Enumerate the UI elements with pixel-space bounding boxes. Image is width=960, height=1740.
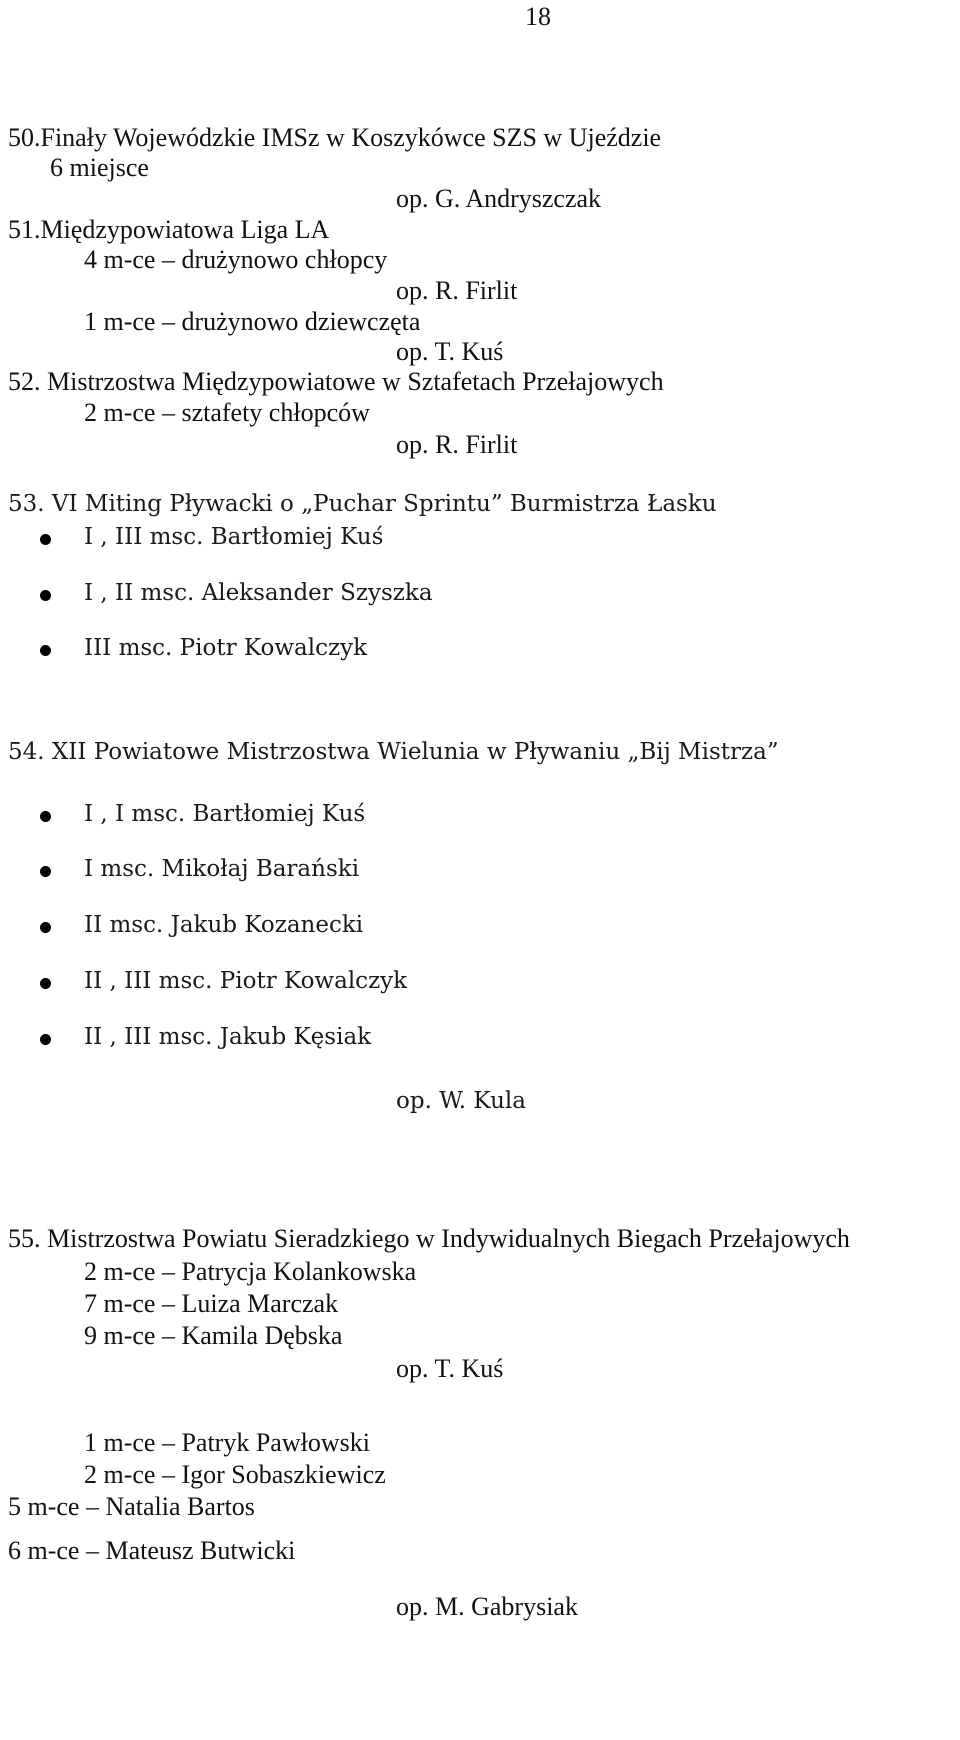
bullet-icon — [40, 978, 51, 989]
list-item: I , III msc. Bartłomiej Kuś — [84, 524, 384, 550]
bullet-icon — [40, 922, 51, 933]
section-50-title: 50.Finały Wojewódzkie IMSz w Koszykówce SZS w Ujeździe — [8, 123, 662, 152]
bullet-icon — [40, 811, 51, 822]
list-item: II , III msc. Jakub Kęsiak — [84, 1024, 372, 1050]
section-55-result-4: 1 m-ce – Patryk Pawłowski — [84, 1428, 370, 1457]
section-54-coach: op. W. Kula — [396, 1088, 526, 1114]
section-55-result-7: 6 m-ce – Mateusz Butwicki — [8, 1536, 296, 1565]
section-55-result-3: 9 m-ce – Kamila Dębska — [84, 1321, 343, 1350]
list-item: I , II msc. Aleksander Szyszka — [84, 580, 433, 606]
section-55-coach-2: op. M. Gabrysiak — [396, 1592, 578, 1621]
bullet-icon — [40, 866, 51, 877]
section-53-title: 53. VI Miting Pływacki o „Puchar Sprintu” Burmistrza Łasku — [8, 491, 717, 517]
section-50-place: 6 miejsce — [50, 153, 149, 182]
list-item: I msc. Mikołaj Barański — [84, 856, 360, 882]
list-item: II msc. Jakub Kozanecki — [84, 912, 364, 938]
section-51-title: 51.Międzypowiatowa Liga LA — [8, 215, 330, 244]
section-55-coach-1: op. T. Kuś — [396, 1354, 504, 1383]
section-55-title: 55. Mistrzostwa Powiatu Sieradzkiego w Indywidualnych Biegach Przełajowych — [8, 1224, 850, 1253]
section-51-coach-2: op. T. Kuś — [396, 337, 504, 366]
page-number: 18 — [525, 2, 551, 31]
bullet-icon — [40, 590, 51, 601]
section-51-result-1: 4 m-ce – drużynowo chłopcy — [84, 245, 388, 274]
section-55-result-1: 2 m-ce – Patrycja Kolankowska — [84, 1257, 417, 1286]
section-52-coach: op. R. Firlit — [396, 430, 518, 459]
section-55-result-5: 2 m-ce – Igor Sobaszkiewicz — [84, 1460, 386, 1489]
section-50-coach: op. G. Andryszczak — [396, 184, 602, 213]
list-item: I , I msc. Bartłomiej Kuś — [84, 801, 366, 827]
section-54-title: 54. XII Powiatowe Mistrzostwa Wielunia w Pływaniu „Bij Mistrza” — [8, 739, 779, 765]
section-51-result-2: 1 m-ce – drużynowo dziewczęta — [84, 307, 421, 336]
section-52-result-1: 2 m-ce – sztafety chłopców — [84, 398, 370, 427]
section-52-title: 52. Mistrzostwa Międzypowiatowe w Sztafetach Przełajowych — [8, 367, 664, 396]
section-55-result-6: 5 m-ce – Natalia Bartos — [8, 1492, 255, 1521]
bullet-icon — [40, 645, 51, 656]
bullet-icon — [40, 1034, 51, 1045]
list-item: II , III msc. Piotr Kowalczyk — [84, 968, 408, 994]
section-55-result-2: 7 m-ce – Luiza Marczak — [84, 1289, 339, 1318]
section-51-coach-1: op. R. Firlit — [396, 276, 518, 305]
bullet-icon — [40, 534, 51, 545]
list-item: III msc. Piotr Kowalczyk — [84, 635, 368, 661]
